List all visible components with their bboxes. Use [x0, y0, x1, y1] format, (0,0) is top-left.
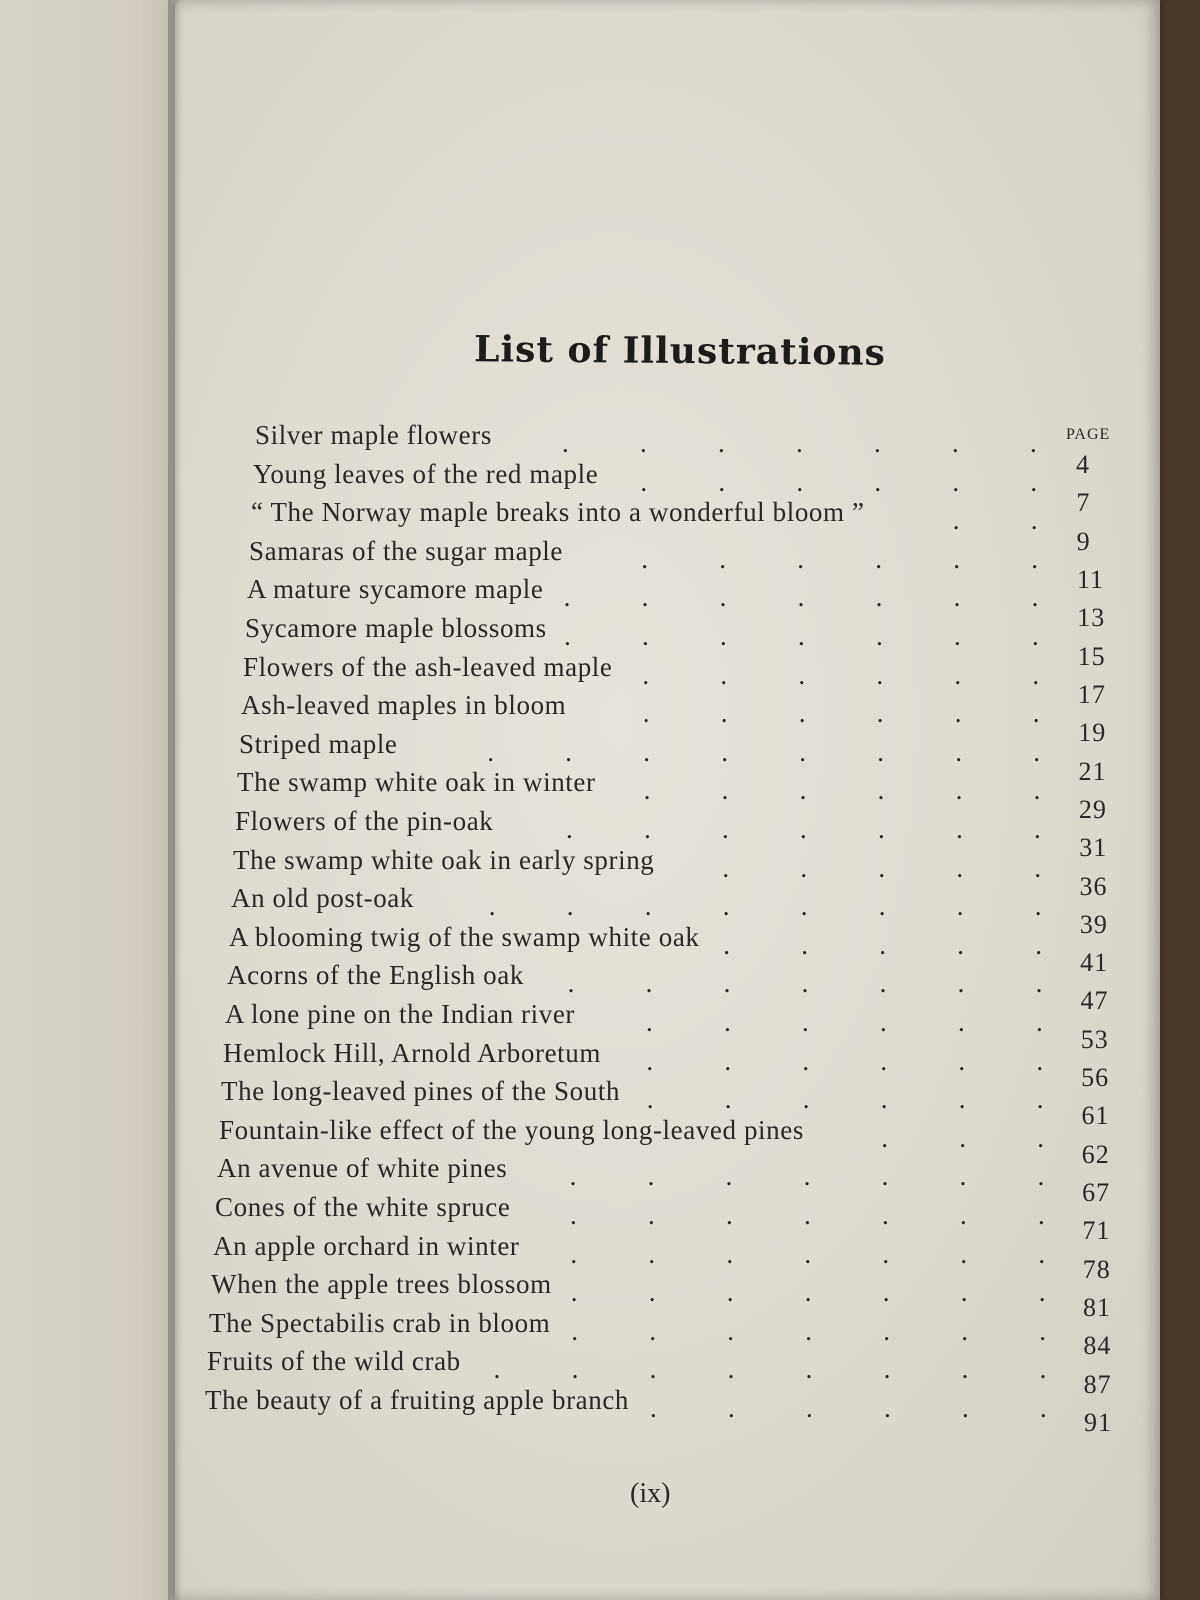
leader-dot: . — [723, 930, 730, 960]
leader-dot: . — [565, 737, 572, 767]
illustration-page-number: 61 — [1081, 1101, 1110, 1131]
leader-dot: . — [649, 1316, 656, 1346]
illustration-page-number: 71 — [1082, 1216, 1111, 1246]
leader-dot: . — [1039, 1354, 1047, 1384]
leader-dot: . — [649, 1354, 657, 1384]
illustration-title: The beauty of a fruiting apple branch — [205, 1385, 630, 1415]
leader-dot: . — [562, 428, 569, 458]
leader-dot: . — [875, 582, 883, 612]
leader-dot: . — [797, 582, 805, 612]
leader-dot: . — [646, 1084, 654, 1114]
leader-dot: . — [880, 1084, 888, 1114]
illustration-page-number: 15 — [1077, 641, 1106, 671]
leader-dot: . — [955, 737, 962, 767]
leader-dot: . — [878, 891, 886, 921]
leader-dot: . — [644, 814, 651, 844]
leader-dot: . — [876, 660, 884, 690]
leader-dot: . — [1032, 621, 1039, 651]
leader-dot: . — [960, 1277, 968, 1307]
illustration-title: Flowers of the pin-oak — [235, 806, 494, 836]
leader-dot: . — [799, 775, 807, 805]
illustration-title: When the apple trees blossom — [211, 1269, 552, 1300]
leader-dot: . — [563, 582, 571, 612]
leader-dot: . — [958, 1007, 965, 1037]
leader-dot: . — [570, 1239, 578, 1269]
illustration-page-number: 91 — [1084, 1408, 1112, 1437]
leader-dot: . — [570, 1277, 578, 1307]
leader-dot: . — [645, 968, 653, 998]
illustration-page-number: 36 — [1079, 871, 1108, 901]
leader-dot: . — [804, 1239, 812, 1269]
leader-dot: . — [719, 544, 726, 574]
leader-dot: . — [801, 968, 809, 998]
illustration-title: Cones of the white spruce — [215, 1192, 511, 1222]
leader-dot: . — [571, 1354, 579, 1384]
illustration-page-number: 41 — [1080, 948, 1109, 978]
illustration-page-number: 53 — [1080, 1024, 1109, 1054]
leader-dot: . — [640, 428, 647, 458]
leader-dot: . — [724, 1046, 732, 1076]
leader-dot: . — [569, 1161, 577, 1191]
leader-dot: . — [1039, 1316, 1046, 1346]
illustration-title: An avenue of white pines — [217, 1153, 508, 1184]
leader-dot: . — [1033, 737, 1040, 767]
leader-dot: . — [882, 1239, 890, 1269]
leader-dot: . — [720, 660, 728, 690]
illustration-title: Hemlock Hill, Arnold Arboretum — [223, 1037, 601, 1068]
leader-dot: . — [880, 1046, 888, 1076]
leader-dot: . — [1037, 1161, 1045, 1191]
leader-dot: . — [724, 1007, 731, 1037]
leader-dot: . — [1037, 1123, 1044, 1153]
leader-dot: . — [882, 1277, 890, 1307]
illustration-page-number: 17 — [1077, 679, 1106, 709]
leader-dot: . — [718, 428, 725, 458]
illustration-page-number: 67 — [1082, 1178, 1111, 1208]
leader-dot: . — [796, 428, 803, 458]
leader-dot: . — [650, 1393, 657, 1423]
leader-dot: . — [954, 660, 962, 690]
illustration-page-number: 21 — [1078, 756, 1107, 786]
leader-dot: . — [722, 853, 730, 883]
leader-dot: . — [640, 467, 648, 497]
leader-dot: . — [571, 1316, 578, 1346]
leader-dot: . — [952, 428, 959, 458]
leader-dot: . — [879, 930, 886, 960]
illustration-title: Acorns of the English oak — [227, 960, 524, 991]
illustration-page-number: 7 — [1076, 488, 1091, 518]
leader-dot: . — [874, 467, 882, 497]
illustration-page-number: 13 — [1077, 603, 1106, 633]
leader-dot: . — [962, 1393, 969, 1423]
leader-dot: . — [644, 891, 652, 921]
illustration-title: Sycamore maple blossoms — [245, 613, 547, 643]
page-gutter-shadow — [168, 0, 182, 1600]
illustration-page-number: 29 — [1078, 794, 1107, 824]
illustration-page-number: 47 — [1080, 986, 1109, 1016]
leader-dot: . — [802, 1007, 809, 1037]
leader-dot: . — [493, 1354, 501, 1384]
leader-dot: . — [799, 737, 806, 767]
leader-dot: . — [641, 544, 648, 574]
leader-dot: . — [805, 1354, 813, 1384]
illustration-title: The swamp white oak in early spring — [233, 844, 655, 875]
leader-dot: . — [805, 1316, 812, 1346]
leader-dot: . — [642, 660, 650, 690]
leader-dot: . — [961, 1354, 969, 1384]
leader-dot: . — [961, 1316, 968, 1346]
leader-dot: . — [877, 775, 885, 805]
leader-dot: . — [648, 1200, 655, 1230]
leader-dot: . — [953, 582, 961, 612]
leader-dot: . — [956, 853, 964, 883]
illustration-title: Silver maple flowers — [255, 420, 492, 450]
leader-dot: . — [648, 1239, 656, 1269]
leader-dot: . — [646, 1007, 653, 1037]
leader-dot: . — [718, 467, 726, 497]
illustration-title: A mature sycamore maple — [247, 574, 544, 605]
leader-dot: . — [487, 737, 494, 767]
leader-dot: . — [646, 1046, 654, 1076]
leader-dot: . — [955, 775, 963, 805]
leader-dot: . — [803, 1161, 811, 1191]
leader-dot: . — [960, 1200, 967, 1230]
leader-dot: . — [956, 814, 963, 844]
leader-dot: . — [802, 1084, 810, 1114]
leader-dot: . — [798, 660, 806, 690]
illustration-title: An apple orchard in winter — [213, 1230, 520, 1261]
leader-dot: . — [881, 1161, 889, 1191]
illustration-title: An old post-oak — [231, 883, 414, 914]
leader-dot: . — [567, 968, 575, 998]
leader-dot: . — [954, 698, 962, 728]
leader-dot: . — [804, 1277, 812, 1307]
leader-dot: . — [1038, 1277, 1046, 1307]
leader-dot: . — [952, 505, 960, 535]
leader-dot: . — [1031, 582, 1039, 612]
leader-dot: . — [726, 1239, 734, 1269]
leader-dot: . — [957, 930, 964, 960]
leader-dot: . — [642, 698, 650, 728]
illustration-page-number: 62 — [1081, 1139, 1110, 1169]
leader-dot: . — [1035, 930, 1042, 960]
illustration-page-number: 78 — [1082, 1254, 1111, 1284]
leader-dot: . — [570, 1200, 577, 1230]
leader-dot: . — [1034, 891, 1042, 921]
leader-dot: . — [883, 1316, 890, 1346]
leader-dot: . — [728, 1393, 735, 1423]
illustration-title: A lone pine on the Indian river — [225, 999, 576, 1029]
leader-dot: . — [800, 853, 808, 883]
leader-dot: . — [1030, 467, 1038, 497]
illustration-title: The swamp white oak in winter — [237, 767, 596, 798]
leader-dot: . — [804, 1200, 811, 1230]
leader-dot: . — [876, 621, 883, 651]
leader-dot: . — [1034, 853, 1042, 883]
illustration-page-number: 39 — [1079, 909, 1108, 939]
page-heading: List of Illustrations — [473, 328, 887, 374]
illustration-title: Fountain-like effect of the young long-leaved pines — [219, 1114, 804, 1145]
leader-dot: . — [1030, 505, 1038, 535]
leader-dot: . — [879, 968, 887, 998]
leader-dot: . — [566, 891, 574, 921]
leader-dot: . — [878, 814, 885, 844]
leader-dot: . — [806, 1393, 813, 1423]
leader-dot: . — [720, 621, 727, 651]
leader-dot: . — [1032, 698, 1040, 728]
illustration-page-number: 87 — [1083, 1369, 1112, 1399]
illustration-page-number: 81 — [1083, 1293, 1112, 1323]
leader-dot: . — [959, 1123, 966, 1153]
leader-dot: . — [726, 1277, 734, 1307]
leader-dot: . — [959, 1161, 967, 1191]
illustration-title: Samaras of the sugar maple — [249, 535, 563, 566]
leader-dot: . — [727, 1316, 734, 1346]
leader-dot: . — [641, 582, 649, 612]
leader-dot: . — [796, 467, 804, 497]
leader-dot: . — [723, 968, 731, 998]
leader-dot: . — [648, 1277, 656, 1307]
leader-dot: . — [720, 698, 728, 728]
leader-dot: . — [798, 698, 806, 728]
leader-dot: . — [566, 814, 573, 844]
illustration-title: Flowers of the ash-leaved maple — [243, 651, 613, 682]
leader-dot: . — [884, 1393, 891, 1423]
illustration-title: A blooming twig of the swamp white oak — [229, 921, 700, 952]
illustration-title: Ash-leaved maples in bloom — [241, 690, 567, 721]
leader-dot: . — [958, 1046, 966, 1076]
leader-dot: . — [878, 853, 886, 883]
leader-dot: . — [1032, 660, 1040, 690]
leader-dot: . — [876, 698, 884, 728]
leader-dot: . — [1033, 775, 1041, 805]
illustration-page-number: 11 — [1076, 564, 1104, 594]
leader-dot: . — [1038, 1239, 1046, 1269]
leader-dot: . — [647, 1161, 655, 1191]
page-column-label: PAGE — [1066, 426, 1111, 443]
leader-dot: . — [797, 544, 804, 574]
leader-dot: . — [956, 891, 964, 921]
illustration-page-number: 84 — [1083, 1331, 1112, 1361]
leader-dot: . — [877, 737, 884, 767]
leader-dot: . — [798, 621, 805, 651]
leader-dot: . — [882, 1200, 889, 1230]
leader-dot: . — [642, 621, 649, 651]
leader-dot: . — [1036, 1046, 1044, 1076]
leader-dot: . — [1030, 428, 1037, 458]
leader-dot: . — [726, 1200, 733, 1230]
illustration-title: Young leaves of the red maple — [253, 458, 599, 489]
leader-dot: . — [880, 1007, 887, 1037]
leader-dot: . — [1038, 1200, 1045, 1230]
leader-dot: . — [724, 1084, 732, 1114]
leader-dot: . — [957, 968, 965, 998]
leader-dot: . — [643, 737, 650, 767]
leader-dot: . — [1034, 814, 1041, 844]
illustration-title: The Spectabilis crab in bloom — [209, 1307, 551, 1338]
leader-dot: . — [722, 891, 730, 921]
leader-dot: . — [488, 891, 496, 921]
illustration-page-number: 4 — [1076, 450, 1090, 479]
folio-number: (ix) — [630, 1478, 671, 1509]
leader-dot: . — [875, 544, 882, 574]
leader-dot: . — [960, 1239, 968, 1269]
leader-dot: . — [721, 737, 728, 767]
leader-dot: . — [802, 1046, 810, 1076]
leader-dot: . — [881, 1123, 888, 1153]
illustration-title: The long-leaved pines of the South — [221, 1076, 621, 1107]
leader-dot: . — [725, 1161, 733, 1191]
leader-dot: . — [721, 775, 729, 805]
illustration-title: “ The Norway maple breaks into a wonderful bloom ” — [251, 497, 865, 528]
leader-dot: . — [1036, 1084, 1044, 1114]
illustration-page-number: 9 — [1076, 526, 1091, 556]
leader-dot: . — [958, 1084, 966, 1114]
leader-dot: . — [564, 621, 571, 651]
leader-dot: . — [1040, 1393, 1047, 1423]
illustration-title: Fruits of the wild crab — [207, 1346, 461, 1377]
leader-dot: . — [643, 775, 651, 805]
leader-dot: . — [722, 814, 729, 844]
leader-dot: . — [874, 428, 881, 458]
leader-dot: . — [800, 891, 808, 921]
illustration-page-number: 56 — [1081, 1063, 1110, 1093]
leader-dot: . — [954, 621, 961, 651]
leader-dot: . — [1035, 968, 1043, 998]
leader-dot: . — [883, 1354, 891, 1384]
leader-dot: . — [719, 582, 727, 612]
illustration-page-number: 19 — [1078, 718, 1107, 748]
leader-dot: . — [1031, 544, 1038, 574]
leader-dot: . — [727, 1354, 735, 1384]
illustration-page-number: 31 — [1079, 833, 1108, 863]
leader-dot: . — [1036, 1007, 1043, 1037]
leader-dot: . — [801, 930, 808, 960]
illustration-title: Striped maple — [239, 728, 398, 759]
leader-dot: . — [952, 467, 960, 497]
leader-dot: . — [800, 814, 807, 844]
leader-dot: . — [953, 544, 960, 574]
